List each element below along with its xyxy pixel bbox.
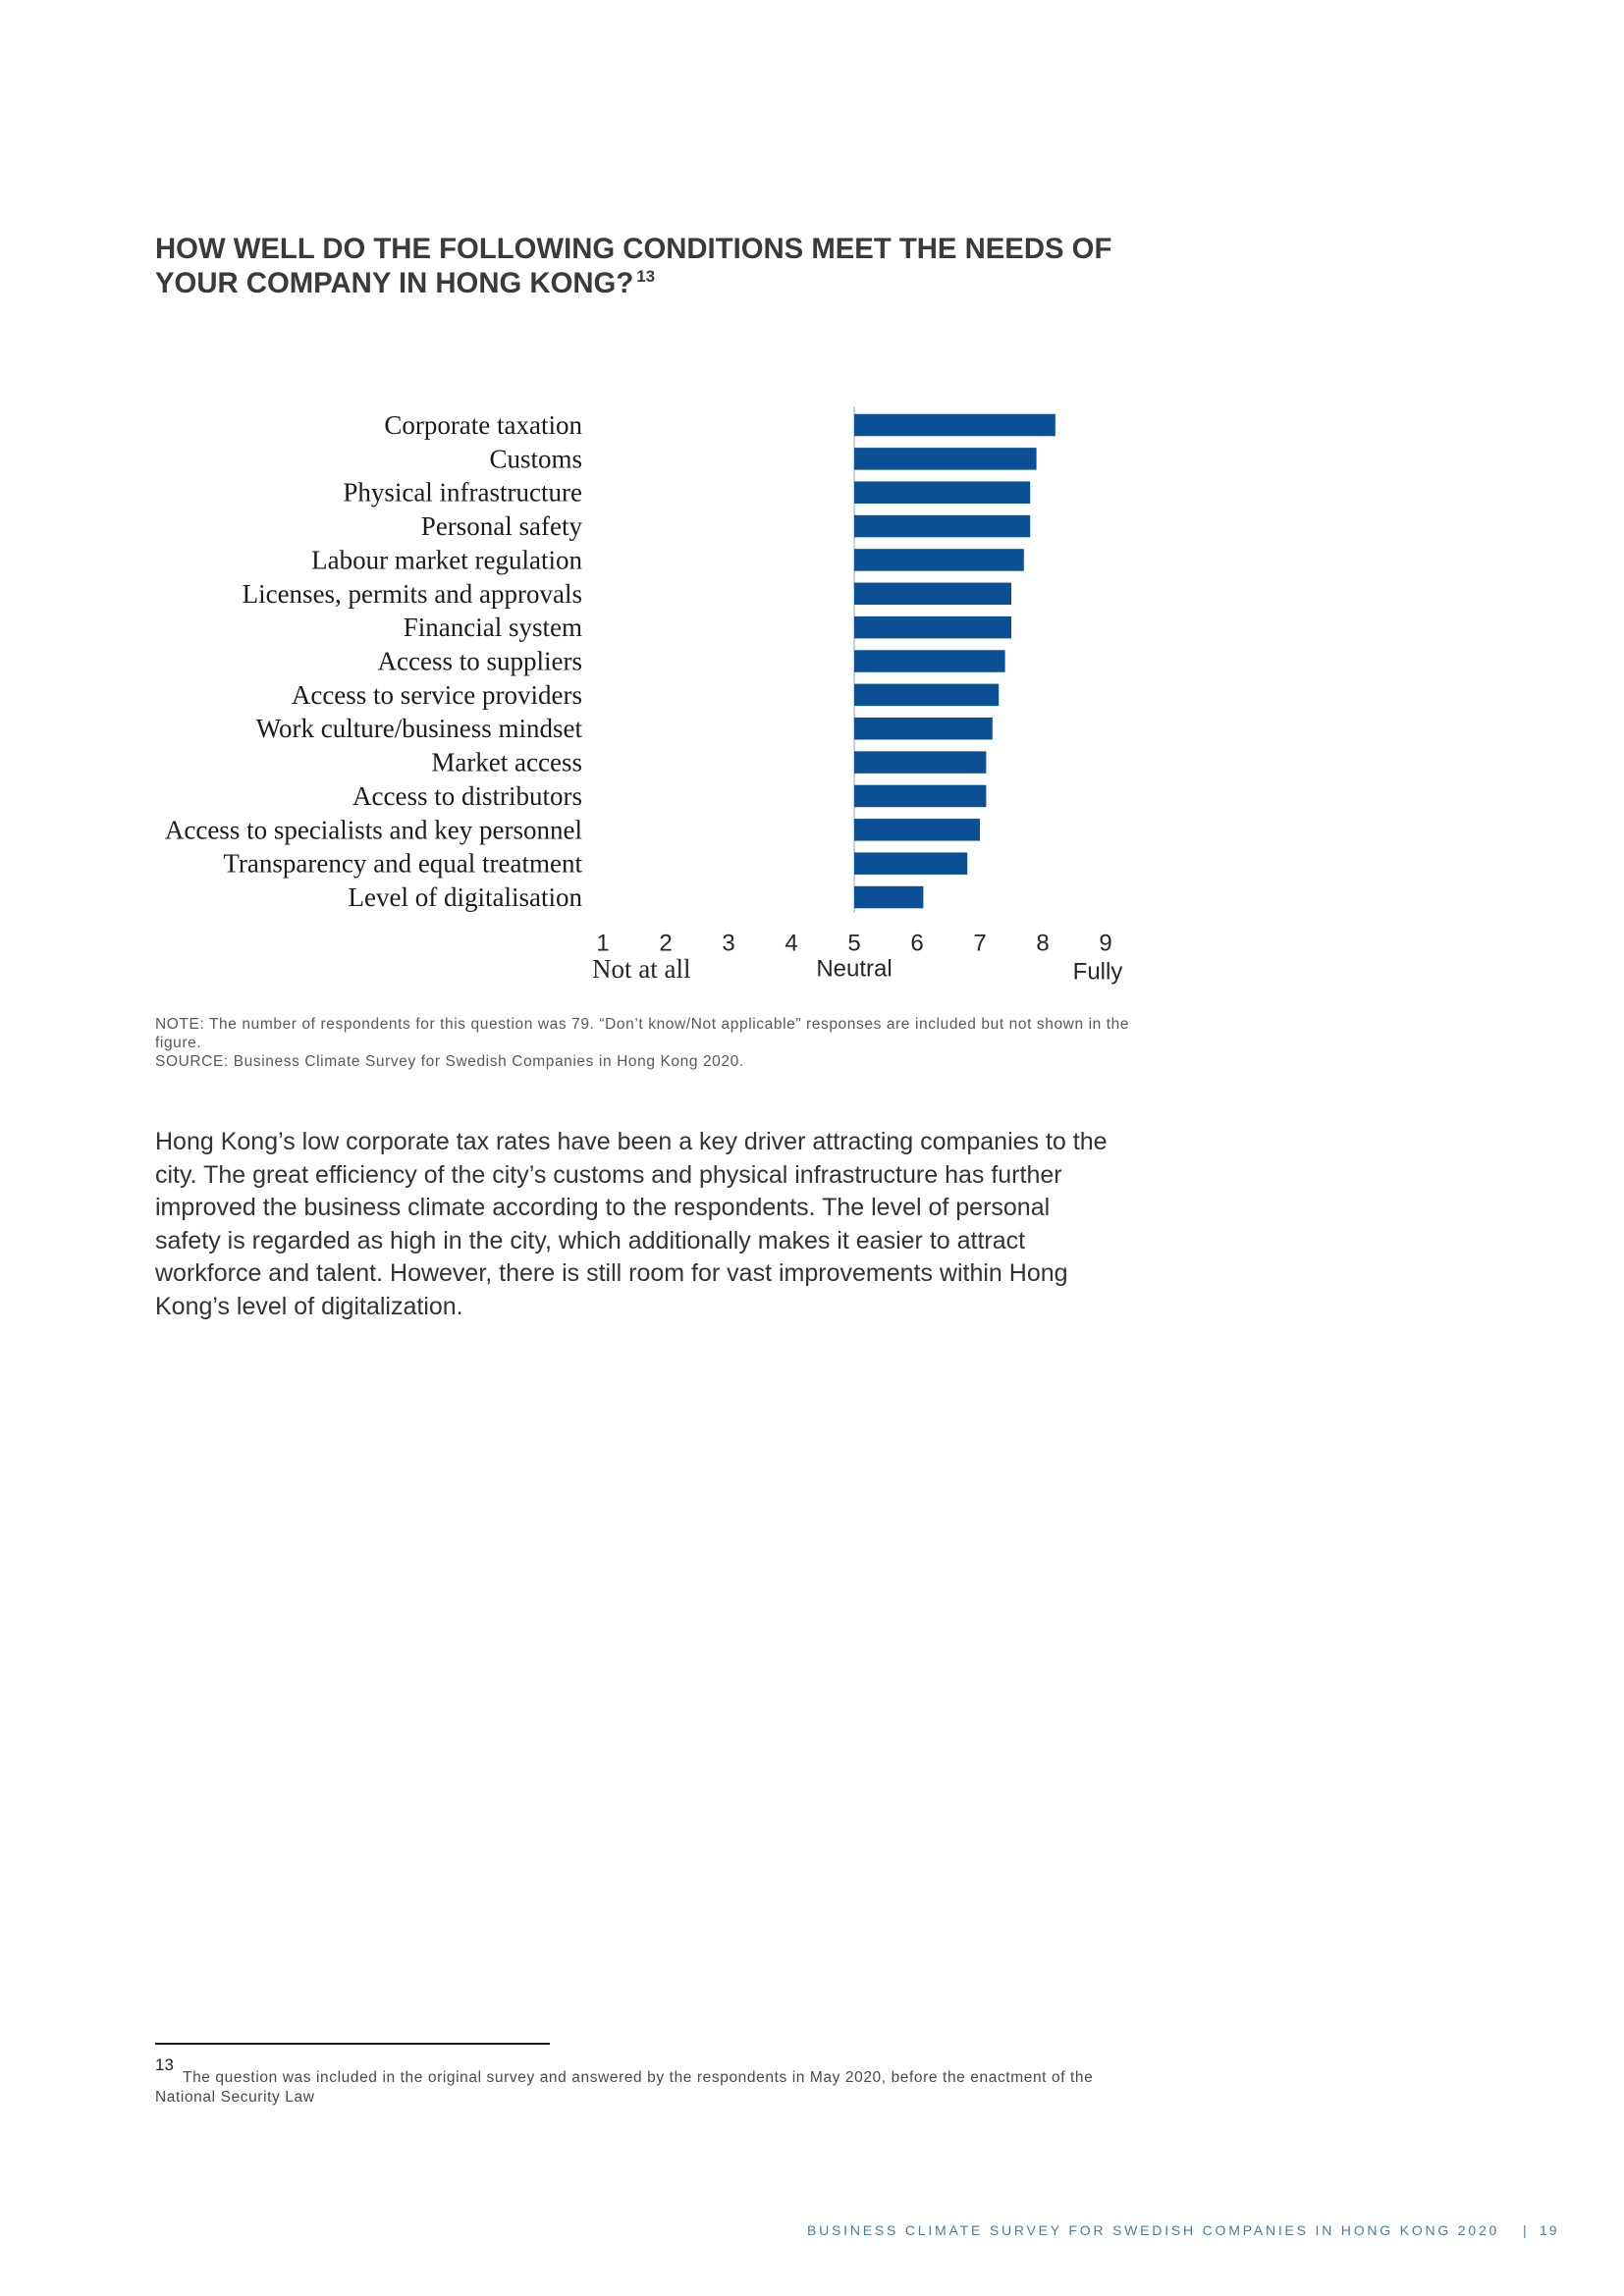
- bar: [854, 852, 967, 875]
- category-label: Physical infrastructure: [343, 477, 582, 507]
- bars: [854, 414, 1056, 909]
- bar-chart: [137, 383, 1159, 1001]
- body-line: city. The great efficiency of the city’s customs and physical infrastructure has further: [155, 1160, 1062, 1189]
- note-line: figure.: [155, 1034, 202, 1051]
- category-labels: [165, 410, 583, 912]
- scale-label-high: Fully: [1072, 958, 1123, 986]
- category-label: Financial system: [403, 613, 582, 643]
- footnote-line: The question was included in the original survey and answered by the respondents in May 2020, before the enactment of the: [183, 2069, 1094, 2086]
- chart-note: [155, 1016, 1129, 1071]
- x-tick-label: 1: [596, 930, 610, 957]
- source-line: SOURCE: Business Climate Survey for Swedish Companies in Hong Kong 2020.: [155, 1052, 744, 1070]
- scale-label-low: Not at all: [592, 954, 691, 984]
- heading-line-text: YOUR COMPANY IN HONG KONG?: [155, 266, 634, 299]
- category-label: Market access: [431, 747, 582, 777]
- heading-line: HOW WELL DO THE FOLLOWING CONDITIONS MEET THE NEEDS OF: [155, 233, 1112, 265]
- x-tick-label: 4: [785, 930, 798, 957]
- chart-heading: [155, 233, 1111, 304]
- category-label: Level of digitalisation: [348, 882, 582, 913]
- category-label: Access to distributors: [352, 780, 582, 811]
- x-tick-label: 6: [910, 930, 924, 957]
- footnote-divider: [155, 2043, 550, 2045]
- bar: [854, 684, 999, 707]
- category-label: Access to specialists and key personnel: [164, 815, 582, 845]
- footnote-reference: 13: [636, 266, 656, 286]
- body-line: safety is regarded as high in the city, which additionally makes it easier to attract: [155, 1226, 1026, 1255]
- bar: [854, 414, 1056, 437]
- bar: [854, 583, 1011, 606]
- bar: [854, 481, 1030, 503]
- category-label: Personal safety: [420, 511, 582, 542]
- x-tick-label: 3: [722, 930, 735, 957]
- body-paragraph: [155, 1126, 1108, 1324]
- bar: [854, 718, 993, 740]
- footnote-line: National Security Law: [155, 2088, 315, 2106]
- body-line: Kong’s level of digitalization.: [155, 1292, 463, 1320]
- note-line: NOTE: The number of respondents for this question was 79. “Don’t know/Not applicable” responses are included but not shown in the: [155, 1016, 1130, 1033]
- footer-title: BUSINESS CLIMATE SURVEY FOR SWEDISH COMPANIES IN HONG KONG 2020: [807, 2222, 1500, 2238]
- body-line: improved the business climate according to the respondents. The level of personal: [155, 1194, 1051, 1222]
- footnote: [155, 2068, 1093, 2107]
- bar: [854, 751, 986, 774]
- category-label: Access to service providers: [291, 679, 582, 710]
- category-label: Work culture/business mindset: [255, 714, 582, 744]
- x-tick-label: 8: [1036, 930, 1050, 957]
- category-label: Transparency and equal treatment: [223, 848, 582, 879]
- category-label: Labour market regulation: [311, 545, 582, 575]
- bar: [854, 515, 1030, 538]
- bar: [854, 650, 1005, 672]
- body-line: Hong Kong’s low corporate tax rates have been a key driver attracting companies to the: [155, 1128, 1108, 1155]
- category-label: Customs: [489, 444, 582, 474]
- heading-line: [155, 267, 1111, 305]
- scale-label-mid: Neutral: [816, 955, 893, 983]
- category-label: Access to suppliers: [377, 646, 582, 676]
- page-number: 19: [1540, 2222, 1559, 2238]
- body-line: workforce and talent. However, there is still room for vast improvements within Hong: [155, 1259, 1068, 1288]
- x-tick-label: 2: [659, 930, 673, 957]
- bar: [854, 785, 986, 808]
- bar: [854, 616, 1011, 639]
- category-label: Corporate taxation: [384, 410, 582, 440]
- bar: [854, 549, 1024, 571]
- x-axis-ticks: [596, 931, 1111, 957]
- x-tick-label: 7: [973, 930, 987, 957]
- bar: [854, 886, 923, 909]
- bar: [854, 448, 1037, 470]
- footer-separator: |: [1523, 2222, 1527, 2238]
- x-tick-label: 5: [847, 930, 861, 957]
- category-label: Licenses, permits and approvals: [242, 578, 582, 609]
- bar: [854, 819, 980, 841]
- x-tick-label: 9: [1099, 930, 1112, 957]
- scale-labels: [592, 954, 1122, 986]
- footnote-number: 13: [155, 2056, 174, 2074]
